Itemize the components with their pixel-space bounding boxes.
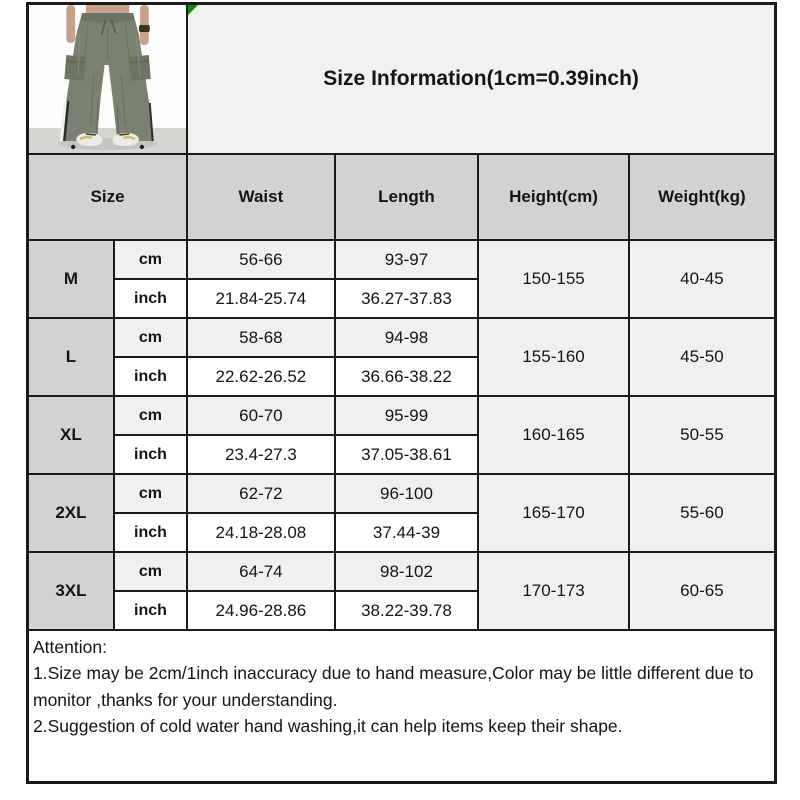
height-cell: 150-155 (478, 240, 629, 318)
header-length: Length (335, 154, 479, 240)
length-inch-cell: 38.22-39.78 (335, 591, 479, 630)
product-photo (28, 4, 188, 155)
table-row-l-cm (28, 318, 776, 357)
length-inch-cell: 37.44-39 (335, 513, 479, 552)
unit-inch-cell: inch (114, 279, 187, 318)
height-cell: 170-173 (478, 552, 629, 630)
length-cm-cell: 96-100 (335, 474, 479, 513)
height-cell: 165-170 (478, 474, 629, 552)
table-row-2xl-cm (28, 474, 776, 513)
length-cm-cell: 93-97 (335, 240, 479, 279)
waist-cm-cell: 60-70 (187, 396, 335, 435)
unit-cm-cell: cm (114, 396, 187, 435)
size-chart-sheet (26, 2, 777, 784)
height-cell: 160-165 (478, 396, 629, 474)
weight-cell: 55-60 (629, 474, 776, 552)
table-row-3xl-cm (28, 552, 776, 591)
waist-inch-cell: 24.96-28.86 (187, 591, 335, 630)
size-cell-xl: XL (28, 396, 114, 474)
table-row-xl-cm (28, 396, 776, 435)
length-inch-cell: 36.66-38.22 (335, 357, 479, 396)
length-cm-cell: 98-102 (335, 552, 479, 591)
weight-cell: 40-45 (629, 240, 776, 318)
attention-note (28, 630, 776, 782)
waist-inch-cell: 21.84-25.74 (187, 279, 335, 318)
length-cm-cell: 95-99 (335, 396, 479, 435)
green-corner-marker (188, 5, 198, 15)
header-size: Size (28, 154, 188, 240)
table-row-m-cm (28, 240, 776, 279)
length-cm-cell: 94-98 (335, 318, 479, 357)
size-cell-2xl: 2XL (28, 474, 114, 552)
waist-inch-cell: 22.62-26.52 (187, 357, 335, 396)
waist-inch-cell: 24.18-28.08 (187, 513, 335, 552)
unit-inch-cell: inch (114, 357, 187, 396)
header-weight: Weight(kg) (629, 154, 776, 240)
size-cell-l: L (28, 318, 114, 396)
attention-line-2: 2.Suggestion of cold water hand washing,it can help items keep their shape. (33, 715, 623, 736)
waist-cm-cell: 62-72 (187, 474, 335, 513)
height-cell: 155-160 (478, 318, 629, 396)
waist-cm-cell: 58-68 (187, 318, 335, 357)
unit-inch-cell: inch (114, 591, 187, 630)
attention-heading: Attention: (33, 637, 107, 657)
title-row (28, 4, 776, 155)
waist-cm-cell: 56-66 (187, 240, 335, 279)
page-title: Size Information(1cm=0.39inch) (323, 67, 639, 90)
waist-inch-cell: 23.4-27.3 (187, 435, 335, 474)
header-height: Height(cm) (478, 154, 629, 240)
table-header-row (28, 154, 776, 240)
unit-cm-cell: cm (114, 318, 187, 357)
size-cell-3xl: 3XL (28, 552, 114, 630)
weight-cell: 50-55 (629, 396, 776, 474)
cargo-pants-photo-illustration (29, 5, 186, 153)
size-table (26, 2, 777, 784)
size-cell-m: M (28, 240, 114, 318)
length-inch-cell: 36.27-37.83 (335, 279, 479, 318)
length-inch-cell: 37.05-38.61 (335, 435, 479, 474)
size-info-title-cell (187, 4, 775, 155)
unit-inch-cell: inch (114, 435, 187, 474)
waist-cm-cell: 64-74 (187, 552, 335, 591)
unit-cm-cell: cm (114, 240, 187, 279)
unit-cm-cell: cm (114, 474, 187, 513)
attention-line-1: 1.Size may be 2cm/1inch inaccuracy due to hand measure,Color may be little different due to monitor ,thanks for your understanding. (33, 663, 754, 710)
attention-row (28, 630, 776, 782)
header-waist: Waist (187, 154, 335, 240)
weight-cell: 60-65 (629, 552, 776, 630)
weight-cell: 45-50 (629, 318, 776, 396)
unit-cm-cell: cm (114, 552, 187, 591)
unit-inch-cell: inch (114, 513, 187, 552)
